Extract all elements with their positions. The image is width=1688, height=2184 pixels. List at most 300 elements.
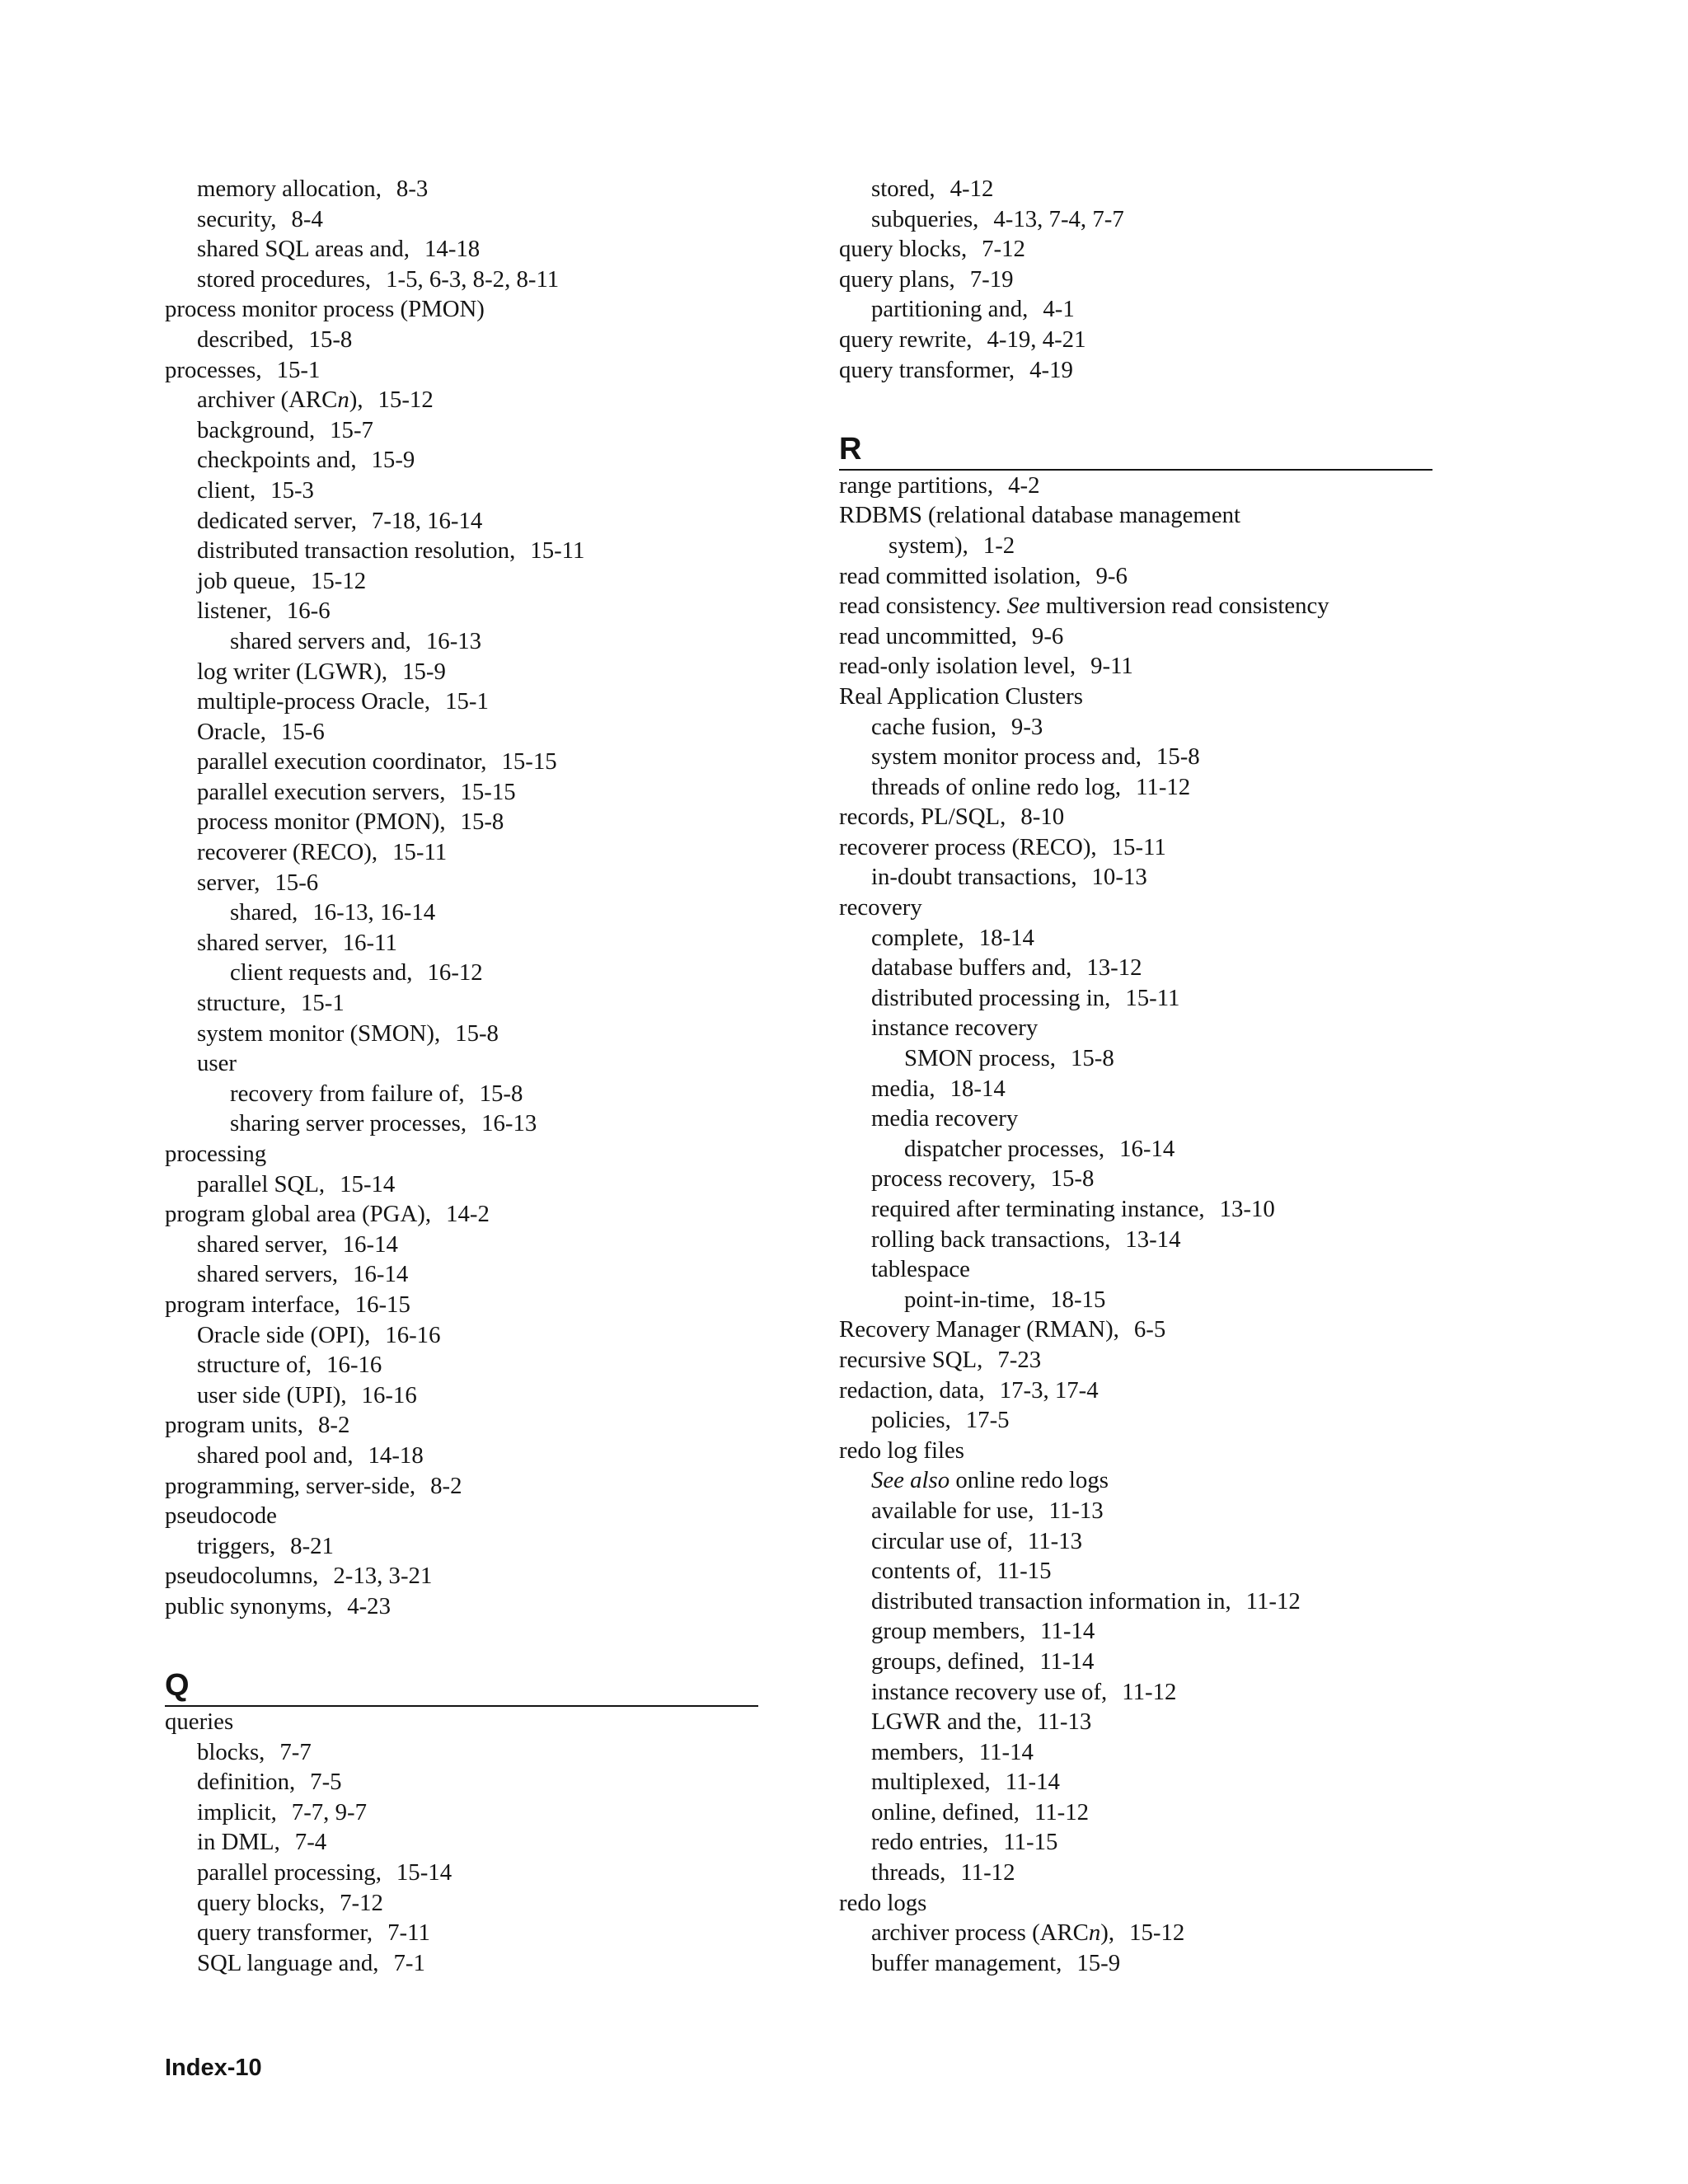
index-term: definition,: [197, 1769, 296, 1796]
index-term: buffer management,: [871, 1949, 1062, 1976]
index-page-numbers: 8-2: [317, 1412, 350, 1439]
index-page-numbers: 15-1: [300, 990, 345, 1017]
index-term: program units,: [165, 1412, 303, 1439]
index-page-numbers: 15-8: [1156, 743, 1200, 771]
index-page-numbers: 15-9: [402, 658, 446, 685]
index-entry: [839, 1254, 1432, 1285]
index-term: sharing server processes,: [230, 1110, 467, 1137]
index-term: log writer (LGWR),: [197, 658, 388, 685]
index-term: system monitor process and,: [871, 743, 1142, 771]
index-term: media,: [871, 1075, 935, 1102]
index-term: user side (UPI),: [197, 1381, 347, 1408]
index-entry: [839, 1556, 1432, 1586]
index-page-numbers: 16-16: [326, 1352, 382, 1379]
index-term: circular use of,: [871, 1527, 1013, 1554]
index-entry: [165, 566, 758, 597]
index-page-numbers: 11-12: [1136, 773, 1191, 800]
index-entry: [839, 1405, 1432, 1436]
index-term: server,: [197, 869, 260, 896]
index-entry: [839, 561, 1432, 592]
index-entry: [839, 1496, 1432, 1526]
index-entry: [839, 1858, 1432, 1888]
index-entry: [165, 1230, 758, 1260]
index-entry: [839, 832, 1432, 863]
index-term: recoverer process (RECO),: [839, 833, 1097, 860]
index-term: parallel execution servers,: [197, 778, 446, 805]
index-term: policies,: [871, 1407, 951, 1434]
index-entry: [165, 1199, 758, 1230]
index-page-numbers: 7-12: [982, 236, 1025, 263]
index-term: multiple-process Oracle,: [197, 688, 431, 715]
index-term: required after terminating instance,: [871, 1196, 1205, 1222]
index-term: public synonyms,: [165, 1592, 333, 1619]
index-entry: [839, 294, 1432, 325]
index-entry: [839, 621, 1432, 652]
index-term: range partitions,: [839, 471, 994, 499]
index-page-numbers: 1-5, 6-3, 8-2, 8-11: [386, 265, 560, 293]
index-entry: [839, 1104, 1432, 1134]
index-term: client requests and,: [230, 959, 413, 987]
index-entry: [839, 772, 1432, 803]
index-term: redo logs: [839, 1889, 927, 1916]
index-term: distributed processing in,: [871, 984, 1111, 1011]
index-entry: [839, 1436, 1432, 1466]
index-term: LGWR and the,: [871, 1708, 1023, 1736]
index-entry: [165, 204, 758, 235]
index-page-numbers: 15-15: [501, 748, 557, 776]
index-term: shared server,: [197, 1230, 328, 1258]
index-entry: [165, 928, 758, 958]
index-term: system),: [889, 532, 968, 559]
index-page-numbers: 18-15: [1050, 1286, 1106, 1313]
index-entry: [839, 355, 1432, 386]
index-page-numbers: 15-3: [270, 476, 314, 504]
index-column-right: [839, 174, 1432, 1978]
index-entry: [165, 1888, 758, 1919]
index-page-numbers: 11-12: [1245, 1587, 1301, 1615]
index-letter-heading: [839, 415, 1432, 471]
index-page-numbers: 6-5: [1133, 1316, 1166, 1343]
index-entry: [165, 385, 758, 415]
index-page-numbers: 15-11: [1125, 984, 1180, 1011]
index-page-numbers: 11-12: [1122, 1678, 1177, 1705]
index-term: rolling back transactions,: [871, 1226, 1111, 1253]
index-entry: [839, 1376, 1432, 1406]
index-page-numbers: 16-16: [361, 1381, 417, 1408]
index-page-numbers: 14-18: [368, 1441, 424, 1469]
index-entry: [165, 325, 758, 355]
index-page-numbers: 18-14: [978, 924, 1034, 951]
index-page-numbers: 15-7: [330, 416, 373, 443]
index-term: shared servers,: [197, 1261, 339, 1288]
index-term: distributed transaction resolution,: [197, 537, 516, 565]
index-entry: [165, 958, 758, 988]
index-page-numbers: 8-2: [430, 1472, 462, 1499]
index-page-numbers: 15-9: [371, 447, 415, 474]
index-entry: [165, 1139, 758, 1169]
index-entry: [839, 471, 1432, 501]
index-entry: [165, 506, 758, 537]
index-term: groups, defined,: [871, 1647, 1025, 1675]
index-entry: [839, 1225, 1432, 1255]
index-page-numbers: 16-16: [385, 1321, 441, 1348]
index-page-numbers: 4-1: [1043, 296, 1075, 323]
index-page-numbers: 2-13, 3-21: [333, 1563, 433, 1590]
index-term: instance recovery use of,: [871, 1678, 1108, 1705]
index-page-numbers: 15-8: [455, 1019, 499, 1047]
index-entry: [165, 837, 758, 868]
index-term: parallel execution coordinator,: [197, 748, 487, 776]
index-see-target: multiversion read consistency: [1045, 593, 1329, 620]
index-term: structure of,: [197, 1352, 312, 1379]
index-entry: [165, 1918, 758, 1948]
index-page-numbers: 9-3: [1010, 713, 1043, 740]
index-page-numbers: 7-7: [279, 1738, 312, 1765]
index-term: process recovery,: [871, 1165, 1036, 1193]
index-term: query rewrite,: [839, 326, 973, 353]
index-page-numbers: 13-10: [1219, 1196, 1275, 1222]
index-entry: [165, 1797, 758, 1828]
index-page-numbers: 11-14: [1040, 1618, 1095, 1645]
index-see-reference: See also: [871, 1467, 950, 1494]
index-entry: [165, 294, 758, 325]
index-entry: [839, 1677, 1432, 1708]
index-entry: [165, 415, 758, 446]
index-page-numbers: 4-13, 7-4, 7-7: [993, 205, 1124, 232]
index-term: query plans,: [839, 265, 955, 293]
index-page-numbers: 15-8: [1050, 1165, 1095, 1193]
index-page-numbers: 15-8: [1070, 1045, 1114, 1072]
index-page-numbers: 4-2: [1008, 471, 1040, 499]
index-entry: [839, 1767, 1432, 1797]
index-term: instance recovery: [871, 1015, 1039, 1042]
index-page-numbers: 7-18, 16-14: [371, 507, 483, 534]
index-entry: [165, 807, 758, 837]
index-term: process monitor process (PMON): [165, 296, 485, 323]
index-entry: [165, 355, 758, 386]
index-page-numbers: 7-19: [969, 265, 1014, 293]
index-entry: [839, 531, 1432, 561]
index-page-numbers: 13-12: [1086, 954, 1142, 982]
index-term: shared SQL areas and,: [197, 236, 410, 263]
index-page-numbers: 15-6: [280, 718, 325, 745]
index-entry: [165, 1259, 758, 1290]
index-term: Real Application Clusters: [839, 682, 1083, 710]
index-page-numbers: 17-3, 17-4: [999, 1376, 1099, 1404]
index-page-numbers: 4-19, 4-21: [987, 326, 1086, 353]
index-term-suffix: ),: [349, 387, 363, 414]
index-term-italic: n: [1088, 1919, 1101, 1947]
index-entry: [165, 1350, 758, 1380]
index-entry: [165, 476, 758, 506]
index-term: security,: [197, 205, 277, 232]
index-term: background,: [197, 416, 316, 443]
index-entry: [839, 893, 1432, 923]
index-term: job queue,: [197, 567, 296, 594]
index-entry: [165, 1531, 758, 1562]
index-entry: [165, 1737, 758, 1768]
index-term: threads,: [871, 1859, 946, 1886]
index-term: shared,: [230, 899, 298, 926]
index-entry: [165, 657, 758, 687]
index-term: client,: [197, 476, 256, 504]
index-page-numbers: 8-10: [1020, 804, 1065, 831]
index-entry: [839, 742, 1432, 772]
index-term: recursive SQL,: [839, 1346, 983, 1373]
index-term: parallel SQL,: [197, 1170, 326, 1197]
index-term: RDBMS (relational database management: [839, 502, 1241, 529]
index-page-numbers: 16-14: [342, 1230, 398, 1258]
index-term: read uncommitted,: [839, 622, 1017, 649]
index-entry: [839, 1043, 1432, 1074]
index-entry: [165, 1827, 758, 1858]
index-letter: Q: [165, 1668, 190, 1704]
index-page-numbers: 10-13: [1091, 864, 1147, 891]
index-page-numbers: 17-5: [965, 1407, 1010, 1434]
index-page-numbers: 16-13: [425, 627, 482, 654]
index-page-numbers: 15-6: [274, 869, 319, 896]
index-page-numbers: 18-14: [950, 1075, 1006, 1102]
index-term-italic: n: [337, 387, 349, 414]
index-entry: [165, 1320, 758, 1351]
index-page-numbers: 7-23: [997, 1346, 1042, 1373]
index-entry: [839, 265, 1432, 295]
index-term: pseudocode: [165, 1502, 277, 1530]
index-letter: R: [839, 431, 862, 466]
index-entry: [165, 1441, 758, 1471]
index-page-numbers: 16-6: [286, 598, 331, 625]
index-page-numbers: 16-13: [481, 1110, 537, 1137]
index-term: user: [197, 1050, 237, 1077]
index-entry: [839, 1827, 1432, 1858]
index-term: multiplexed,: [871, 1769, 991, 1796]
index-term: distributed transaction information in,: [871, 1587, 1231, 1615]
index-entry: [165, 1501, 758, 1531]
index-page-numbers: 11-15: [1003, 1829, 1058, 1856]
index-page-numbers: 11-12: [960, 1859, 1015, 1886]
index-column-left: [165, 174, 758, 1978]
index-page-numbers: 14-2: [446, 1201, 490, 1228]
index-entry: [165, 1948, 758, 1979]
index-page-numbers: 15-8: [460, 808, 504, 836]
index-page-numbers: 11-13: [1037, 1708, 1092, 1736]
index-entry: [839, 682, 1432, 712]
index-entry: [165, 174, 758, 204]
index-term: contents of,: [871, 1558, 982, 1585]
index-term: read consistency.: [839, 593, 1001, 620]
index-term: query blocks,: [197, 1889, 326, 1916]
index-page-numbers: 11-14: [1039, 1647, 1095, 1675]
index-page-numbers: 15-14: [340, 1170, 396, 1197]
index-entry: [839, 953, 1432, 983]
index-term: complete,: [871, 924, 964, 951]
index-page-numbers: 11-14: [978, 1738, 1034, 1765]
index-page-numbers: 7-1: [393, 1949, 425, 1976]
index-term: archiver (ARC: [197, 387, 338, 414]
index-term-suffix: ),: [1100, 1919, 1115, 1947]
index-term: pseudocolumns,: [165, 1563, 319, 1590]
index-entry: [839, 1465, 1432, 1496]
index-term: read-only isolation level,: [839, 653, 1076, 680]
index-term: SQL language and,: [197, 1949, 379, 1976]
index-term: online, defined,: [871, 1798, 1020, 1825]
index-entry: [165, 717, 758, 748]
index-entry: [839, 325, 1432, 355]
index-page-numbers: 16-11: [342, 929, 397, 956]
index-term: triggers,: [197, 1532, 276, 1559]
index-entry: [839, 712, 1432, 743]
index-page-numbers: 1-2: [982, 532, 1015, 559]
index-term: program global area (PGA),: [165, 1201, 432, 1228]
index-term: members,: [871, 1738, 964, 1765]
index-entry: [165, 868, 758, 898]
index-see-reference: See: [1006, 593, 1040, 620]
index-page-numbers: 9-11: [1090, 653, 1133, 680]
index-entry: [839, 651, 1432, 682]
index-page-numbers: 8-3: [396, 176, 429, 202]
index-term: shared pool and,: [197, 1441, 354, 1469]
index-entry: [839, 1948, 1432, 1979]
index-page-numbers: 7-4: [294, 1829, 327, 1856]
index-page-numbers: 15-1: [276, 356, 321, 383]
index-term: dispatcher processes,: [904, 1135, 1105, 1162]
index-entry: [839, 174, 1432, 204]
index-term: query blocks,: [839, 236, 968, 263]
index-entry: [839, 1315, 1432, 1345]
index-term: recoverer (RECO),: [197, 839, 378, 866]
index-term: redaction, data,: [839, 1376, 985, 1404]
index-term: in DML,: [197, 1829, 280, 1856]
index-entry: [165, 898, 758, 928]
index-term: records, PL/SQL,: [839, 804, 1006, 831]
index-entry: [839, 500, 1432, 531]
index-term: parallel processing,: [197, 1859, 382, 1886]
index-term: partitioning and,: [871, 296, 1029, 323]
index-entry: [839, 1526, 1432, 1557]
index-page-numbers: 9-6: [1095, 562, 1128, 589]
index-entry: [165, 445, 758, 476]
index-entry: [165, 1561, 758, 1591]
index-entry: [165, 1169, 758, 1200]
index-entry: [165, 777, 758, 808]
index-term: process monitor (PMON),: [197, 808, 446, 836]
index-term: subqueries,: [871, 205, 979, 232]
index-term: Oracle side (OPI),: [197, 1321, 371, 1348]
index-entry: [165, 1108, 758, 1139]
index-page-numbers: 7-7, 9-7: [291, 1798, 367, 1825]
index-entry: [165, 1290, 758, 1320]
index-entry: [839, 1013, 1432, 1043]
index-page-numbers: 4-23: [347, 1592, 391, 1619]
index-term: recovery from failure of,: [230, 1080, 465, 1107]
index-entry: [165, 1410, 758, 1441]
index-entry: [839, 923, 1432, 954]
index-letter-heading: [165, 1652, 758, 1707]
index-page-numbers: 11-14: [1005, 1769, 1060, 1796]
index-term: checkpoints and,: [197, 447, 357, 474]
index-term: processes,: [165, 356, 262, 383]
index-entry: [839, 1918, 1432, 1948]
index-term: redo entries,: [871, 1829, 989, 1856]
index-entry: [839, 862, 1432, 893]
index-term: cache fusion,: [871, 713, 996, 740]
index-page-numbers: 4-12: [950, 176, 994, 202]
index-term: memory allocation,: [197, 176, 382, 202]
index-page-numbers: 15-11: [1111, 833, 1166, 860]
index-entry: [165, 1019, 758, 1049]
index-term: described,: [197, 326, 294, 353]
index-entry: [165, 234, 758, 265]
index-term: in-doubt transactions,: [871, 864, 1077, 891]
index-page-numbers: 15-1: [445, 688, 489, 715]
index-page-numbers: 15-11: [392, 839, 448, 866]
index-term: Recovery Manager (RMAN),: [839, 1316, 1119, 1343]
index-entry: [839, 1707, 1432, 1737]
index-page-numbers: 11-15: [996, 1558, 1052, 1585]
index-term: available for use,: [871, 1497, 1034, 1524]
index-page-numbers: 15-8: [479, 1080, 523, 1107]
index-term: archiver process (ARC: [871, 1919, 1089, 1947]
index-entry: [839, 1074, 1432, 1104]
index-term: query transformer,: [839, 356, 1015, 383]
index-term: recovery: [839, 894, 922, 921]
index-term: read committed isolation,: [839, 562, 1081, 589]
index-entry: [839, 983, 1432, 1014]
index-entry: [165, 1767, 758, 1797]
index-page-numbers: 4-19: [1029, 356, 1073, 383]
index-term: query transformer,: [197, 1919, 373, 1947]
index-page-numbers: 7-12: [340, 1889, 383, 1916]
index-entry: [839, 1164, 1432, 1194]
index-entry: [839, 1647, 1432, 1677]
index-entry: [839, 1345, 1432, 1376]
index-term: shared server,: [197, 929, 328, 956]
index-entry: [839, 204, 1432, 235]
index-page-numbers: 11-13: [1048, 1497, 1104, 1524]
index-term: processing: [165, 1141, 267, 1167]
index-term: shared servers and,: [230, 627, 411, 654]
index-term: Oracle,: [197, 718, 266, 745]
index-entry: [165, 626, 758, 657]
index-page-numbers: 15-14: [396, 1859, 452, 1886]
index-entry: [165, 536, 758, 566]
index-entry: [165, 1048, 758, 1079]
index-term: programming, server-side,: [165, 1472, 416, 1499]
index-page-numbers: 14-18: [424, 236, 481, 263]
index-term: stored,: [871, 176, 935, 202]
index-page-numbers: 15-9: [1076, 1949, 1121, 1976]
index-page-numbers: 8-4: [291, 205, 323, 232]
index-entry: [165, 687, 758, 717]
index-entry: [839, 1797, 1432, 1828]
index-page-numbers: 16-15: [354, 1291, 410, 1318]
index-entry: [165, 1471, 758, 1502]
index-entry: [839, 591, 1432, 621]
index-entry: [839, 1586, 1432, 1617]
index-term: blocks,: [197, 1738, 265, 1765]
index-entry: [165, 747, 758, 777]
index-page-numbers: 15-11: [530, 537, 585, 565]
index-page-numbers: 15-12: [310, 567, 367, 594]
index-page-numbers: 8-21: [290, 1532, 334, 1559]
index-entry: [839, 1737, 1432, 1768]
index-page-numbers: 16-13, 16-14: [312, 899, 436, 926]
index-term: tablespace: [871, 1256, 970, 1283]
index-term: program interface,: [165, 1291, 340, 1318]
index-term: database buffers and,: [871, 954, 1072, 982]
index-entry: [839, 234, 1432, 265]
index-term: SMON process,: [904, 1045, 1056, 1072]
